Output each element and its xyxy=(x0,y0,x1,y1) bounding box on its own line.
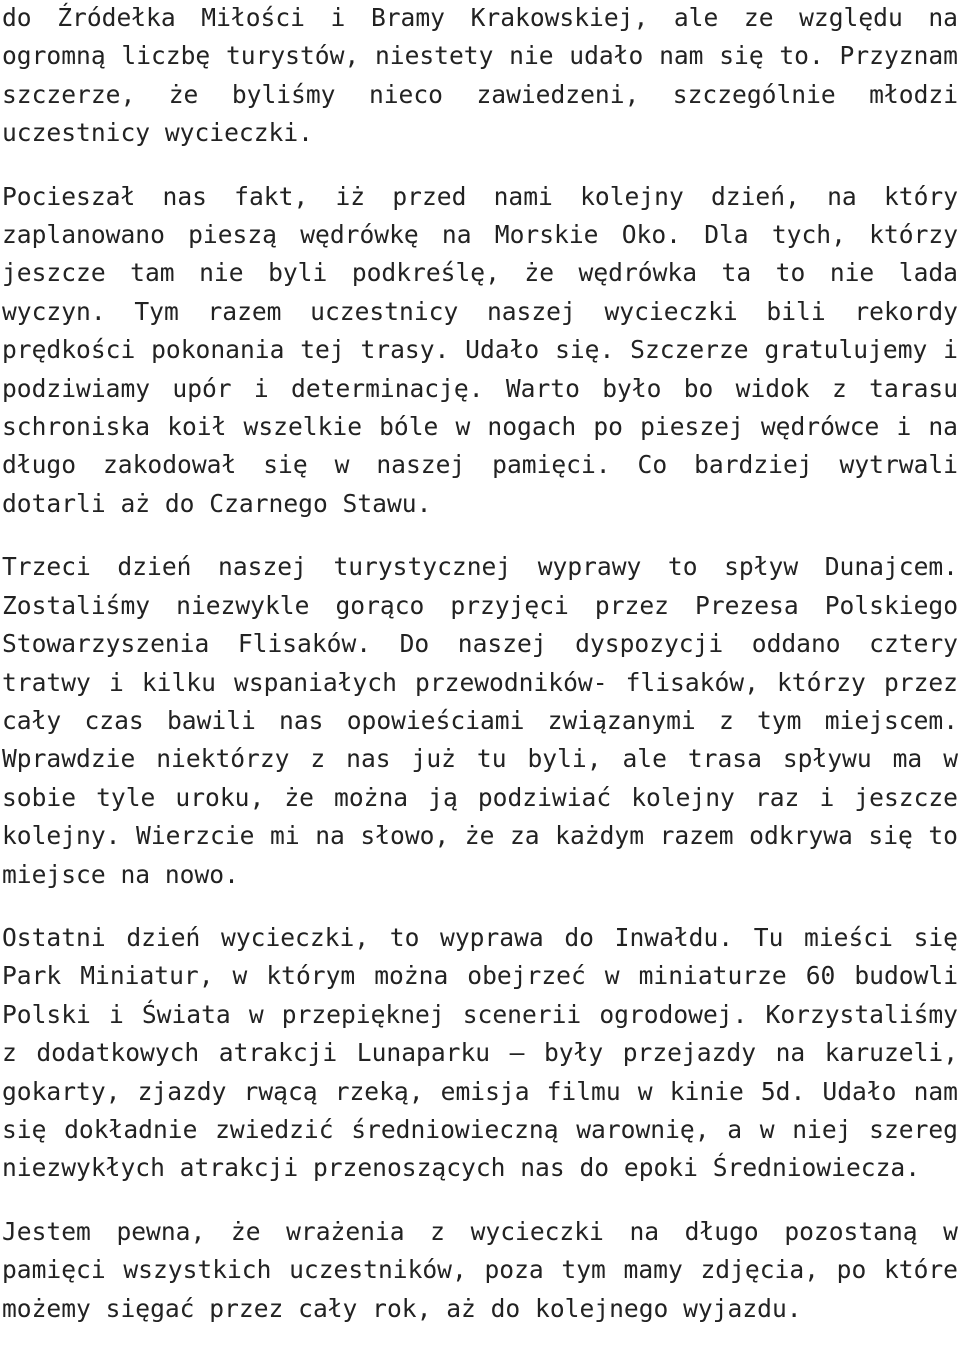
paragraph-5: Jestem pewna, że wrażenia z wycieczki na długo pozostaną w pamięci wszystkich uczestników, poza tym mamy zdjęcia, po które możemy sięgać przez cały rok, aż do kolejnego wyjazdu. xyxy=(2,1216,958,1323)
paragraph-3: Trzeci dzień naszej turystycznej wyprawy to spływ Dunajcem. Zostaliśmy niezwykle gorąco przyjęci przez Prezesa Polskiego Stowarzyszenia Flisaków. Do naszej dyspozycji oddano cztery tratwy i kilku wspaniałych przewodników- flisaków, którzy przez cały czas bawili nas opowieściami związanymi z tym miejscem. Wprawdzie niektórzy z nas już tu byli, ale trasa spływu ma w sobie tyle uroku, że można ją podziwiać kolejny raz i jeszcze kolejny. Wierzcie mi na słowo, że za każdym razem odkrywa się to miejsce na nowo. xyxy=(2,552,958,889)
paragraph-2: Pocieszał nas fakt, iż przed nami kolejny dzień, na który zaplanowano pieszą wędrówkę na Morskie Oko. Dla tych, którzy jeszcze tam nie byli podkreślę, że wędrówka ta to nie lada wyczyn. Tym razem uczestnicy naszej wycieczki bili rekordy prędkości pokonania tej trasy. Udało się. Szczerze gratulujemy i podziwiamy upór i determinację. Warto było bo widok z tarasu schroniska koił wszelkie bóle w nogach po pieszej wędrówce i na długo zakodował się w naszej pamięci. Co bardziej wytrwali dotarli aż do Czarnego Stawu. xyxy=(2,181,958,518)
article-body xyxy=(2,0,958,1328)
paragraph-4: Ostatni dzień wycieczki, to wyprawa do Inwałdu. Tu mieści się Park Miniatur, w którym można obejrzeć w miniaturze 60 budowli Polski i Świata w przepięknej scenerii ogrodowej. Korzystaliśmy z dodatkowych atrakcji Lunaparku – były przejazdy na karuzeli, gokarty, zjazdy rwącą rzeką, emisja filmu w kinie 5d. Udało nam się dokładnie zwiedzić średniowieczną warownię, a w niej szereg niezwykłych atrakcji przenoszących nas do epoki Średniowiecza. xyxy=(2,922,958,1183)
paragraph-1: do Źródełka Miłości i Bramy Krakowskiej, ale ze względu na ogromną liczbę turystów, niestety nie udało nam się to. Przyznam szczerze, że byliśmy nieco zawiedzeni, szczególnie młodzi uczestnicy wycieczki. xyxy=(2,3,958,148)
